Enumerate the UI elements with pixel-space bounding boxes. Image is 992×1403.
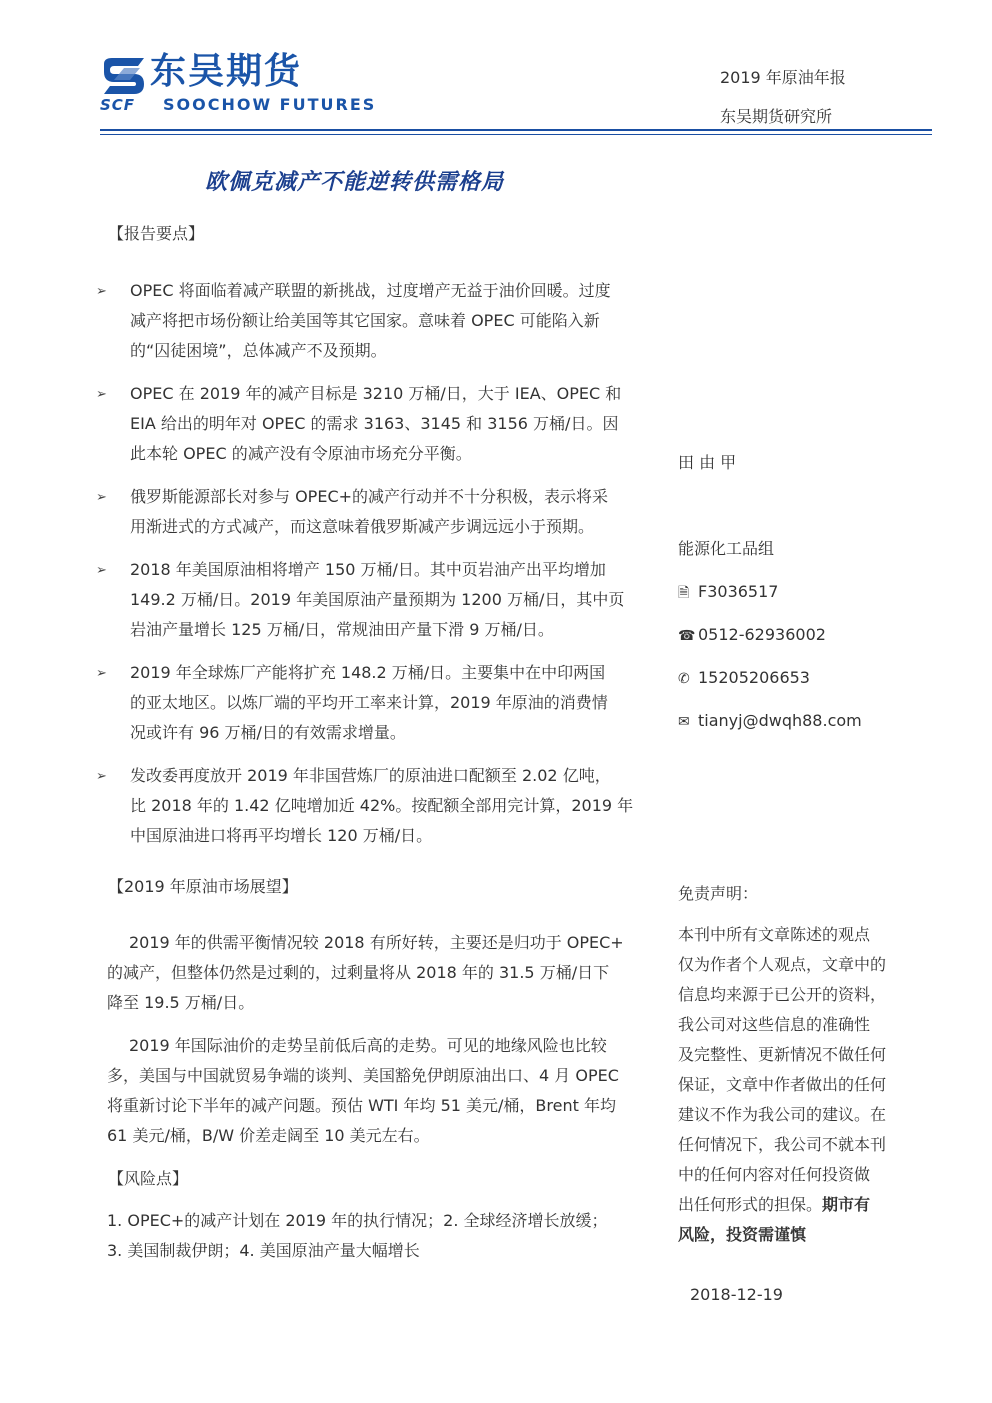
text-line: 建议不作为我公司的建议。在 bbox=[678, 1105, 887, 1124]
bullet-arrow-icon: ➢ bbox=[96, 563, 107, 578]
company-logo-icon bbox=[100, 56, 148, 96]
text-line: 我公司对这些信息的准确性 bbox=[678, 1015, 871, 1034]
outlook-paragraph-1 bbox=[107, 928, 650, 1018]
text-line bbox=[678, 1190, 900, 1220]
key-point-item bbox=[130, 482, 650, 542]
header-rule-thin bbox=[100, 134, 932, 135]
text-line: 将重新讨论下半年的减产问题。预估 WTI 年均 51 美元/桶，Brent 年均 bbox=[107, 1096, 616, 1115]
text-line: OPEC 将面临着减产联盟的新挑战，过度增产无益于油价回暖。过度 bbox=[130, 281, 611, 300]
disclaimer-plain: 出任何形式的担保。 bbox=[678, 1195, 823, 1214]
telephone-icon: ☎ bbox=[678, 628, 696, 644]
institute-name: 东吴期货研究所 bbox=[720, 107, 833, 126]
text-line: 发改委再度放开 2019 年非国营炼厂的原油进口配额至 2.02 亿吨， bbox=[130, 766, 611, 785]
risk-warning-bold: 期市有 bbox=[822, 1195, 871, 1214]
text-line: 的“囚徒困境”，总体减产不及预期。 bbox=[130, 341, 387, 360]
text-line: 149.2 万桶/日。2019 年美国原油产量预期为 1200 万桶/日，其中页 bbox=[130, 590, 625, 609]
text-line: 比 2018 年的 1.42 亿吨增加近 42%。按配额全部用完计算，2019 年 bbox=[130, 796, 634, 815]
phone-number: 0512-62936002 bbox=[698, 625, 826, 644]
text-line: 61 美元/桶，B/W 价差走阔至 10 美元左右。 bbox=[107, 1126, 430, 1145]
text-line bbox=[678, 1220, 900, 1250]
disclaimer-text bbox=[678, 920, 900, 1250]
key-point-item bbox=[130, 555, 650, 645]
text-line: 任何情况下，我公司不就本刊 bbox=[678, 1135, 887, 1154]
text-line: 本刊中所有文章陈述的观点 bbox=[678, 925, 871, 944]
text-line: 信息均来源于已公开的资料， bbox=[678, 985, 887, 1004]
document-icon: 🗎 bbox=[678, 585, 690, 601]
key-point-item bbox=[130, 761, 650, 851]
license-row bbox=[678, 581, 778, 604]
text-line: 中国原油进口将再平均增长 120 万桶/日。 bbox=[130, 826, 433, 845]
report-type: 2019 年原油年报 bbox=[720, 68, 846, 87]
key-point-item bbox=[130, 276, 650, 366]
report-title: 欧佩克减产不能逆转供需格局 bbox=[205, 169, 505, 195]
header-rule bbox=[100, 129, 932, 131]
key-point-item bbox=[130, 379, 650, 469]
text-line: 用渐进式的方式减产，而这意味着俄罗斯减产步调远远小于预期。 bbox=[130, 517, 595, 536]
bullet-arrow-icon: ➢ bbox=[96, 769, 107, 784]
text-line: 多，美国与中国就贸易争端的谈判、美国豁免伊朗原油出口、4 月 OPEC bbox=[107, 1066, 619, 1085]
risk-line: 3. 美国制裁伊朗；4. 美国原油产量大幅增长 bbox=[107, 1241, 420, 1260]
text-line: 的减产，但整体仍然是过剩的，过剩量将从 2018 年的 31.5 万桶/日下 bbox=[107, 963, 610, 982]
text-line: 的亚太地区。以炼厂端的平均开工率来计算，2019 年原油的消费情 bbox=[130, 693, 608, 712]
text-line: 减产将把市场份额让给美国等其它国家。意味着 OPEC 可能陷入新 bbox=[130, 311, 600, 330]
logo-english-name: SOOCHOW FUTURES bbox=[163, 95, 377, 114]
text-line: 中的任何内容对任何投资做 bbox=[678, 1165, 871, 1184]
text-line: OPEC 在 2019 年的减产目标是 3210 万桶/日，大于 IEA、OPEC 和 bbox=[130, 384, 622, 403]
text-line: 岩油产量增长 125 万桶/日，常规油田产量下滑 9 万桶/日。 bbox=[130, 620, 554, 639]
text-line: 此本轮 OPEC 的减产没有令原油市场充分平衡。 bbox=[130, 444, 472, 463]
bullet-arrow-icon: ➢ bbox=[96, 490, 107, 505]
text-line: EIA 给出的明年对 OPEC 的需求 3163、3145 和 3156 万桶/日。因 bbox=[130, 414, 619, 433]
envelope-icon: ✉ bbox=[678, 714, 690, 730]
text-line: 俄罗斯能源部长对参与 OPEC+的减产行动并不十分积极，表示将采 bbox=[130, 487, 609, 506]
risk-line: 1. OPEC+的减产计划在 2019 年的执行情况；2. 全球经济增长放缓； bbox=[107, 1211, 608, 1230]
text-line: 2018 年美国原油相将增产 150 万桶/日。其中页岩油产出平均增加 bbox=[130, 560, 606, 579]
text-line: 仅为作者个人观点，文章中的 bbox=[678, 955, 887, 974]
key-points-heading: 【报告要点】 bbox=[108, 224, 205, 243]
risk-warning-bold: 风险，投资需谨慎 bbox=[678, 1225, 807, 1244]
text-line: 2019 年的供需平衡情况较 2018 有所好转，主要还是归功于 OPEC+ bbox=[129, 933, 624, 952]
risk-list bbox=[107, 1206, 652, 1266]
analyst-name: 田 由 甲 bbox=[678, 453, 737, 472]
phone-row bbox=[678, 624, 826, 647]
text-line: 及完整性、更新情况不做任何 bbox=[678, 1045, 887, 1064]
bullet-arrow-icon: ➢ bbox=[96, 284, 107, 299]
text-line: 况或许有 96 万桶/日的有效需求增量。 bbox=[130, 723, 406, 742]
text-line: 2019 年全球炼厂产能将扩充 148.2 万桶/日。主要集中在中印两国 bbox=[130, 663, 606, 682]
outlook-paragraph-2 bbox=[107, 1031, 650, 1151]
key-point-item bbox=[130, 658, 650, 748]
email-address[interactable]: tianyj@dwqh88.com bbox=[698, 711, 862, 730]
license-number: F3036517 bbox=[698, 582, 779, 601]
logo-chinese-name: 东吴期货 bbox=[150, 51, 303, 92]
report-date: 2018-12-19 bbox=[690, 1285, 783, 1304]
outlook-heading: 【2019 年原油市场展望】 bbox=[108, 877, 298, 896]
text-line: 2019 年国际油价的走势呈前低后高的走势。可见的地缘风险也比较 bbox=[129, 1036, 607, 1055]
email-row[interactable] bbox=[678, 710, 862, 733]
text-line: 降至 19.5 万桶/日。 bbox=[107, 993, 255, 1012]
disclaimer-heading: 免责声明： bbox=[678, 884, 759, 903]
text-line: 保证，文章中作者做出的任何 bbox=[678, 1075, 887, 1094]
risk-heading: 【风险点】 bbox=[108, 1169, 189, 1188]
analyst-group: 能源化工品组 bbox=[678, 539, 775, 558]
bullet-arrow-icon: ➢ bbox=[96, 387, 107, 402]
bullet-arrow-icon: ➢ bbox=[96, 666, 107, 681]
mobile-icon: ✆ bbox=[678, 671, 690, 687]
logo-abbreviation: SCF bbox=[100, 96, 136, 114]
mobile-row bbox=[678, 667, 810, 690]
mobile-number: 15205206653 bbox=[698, 668, 810, 687]
